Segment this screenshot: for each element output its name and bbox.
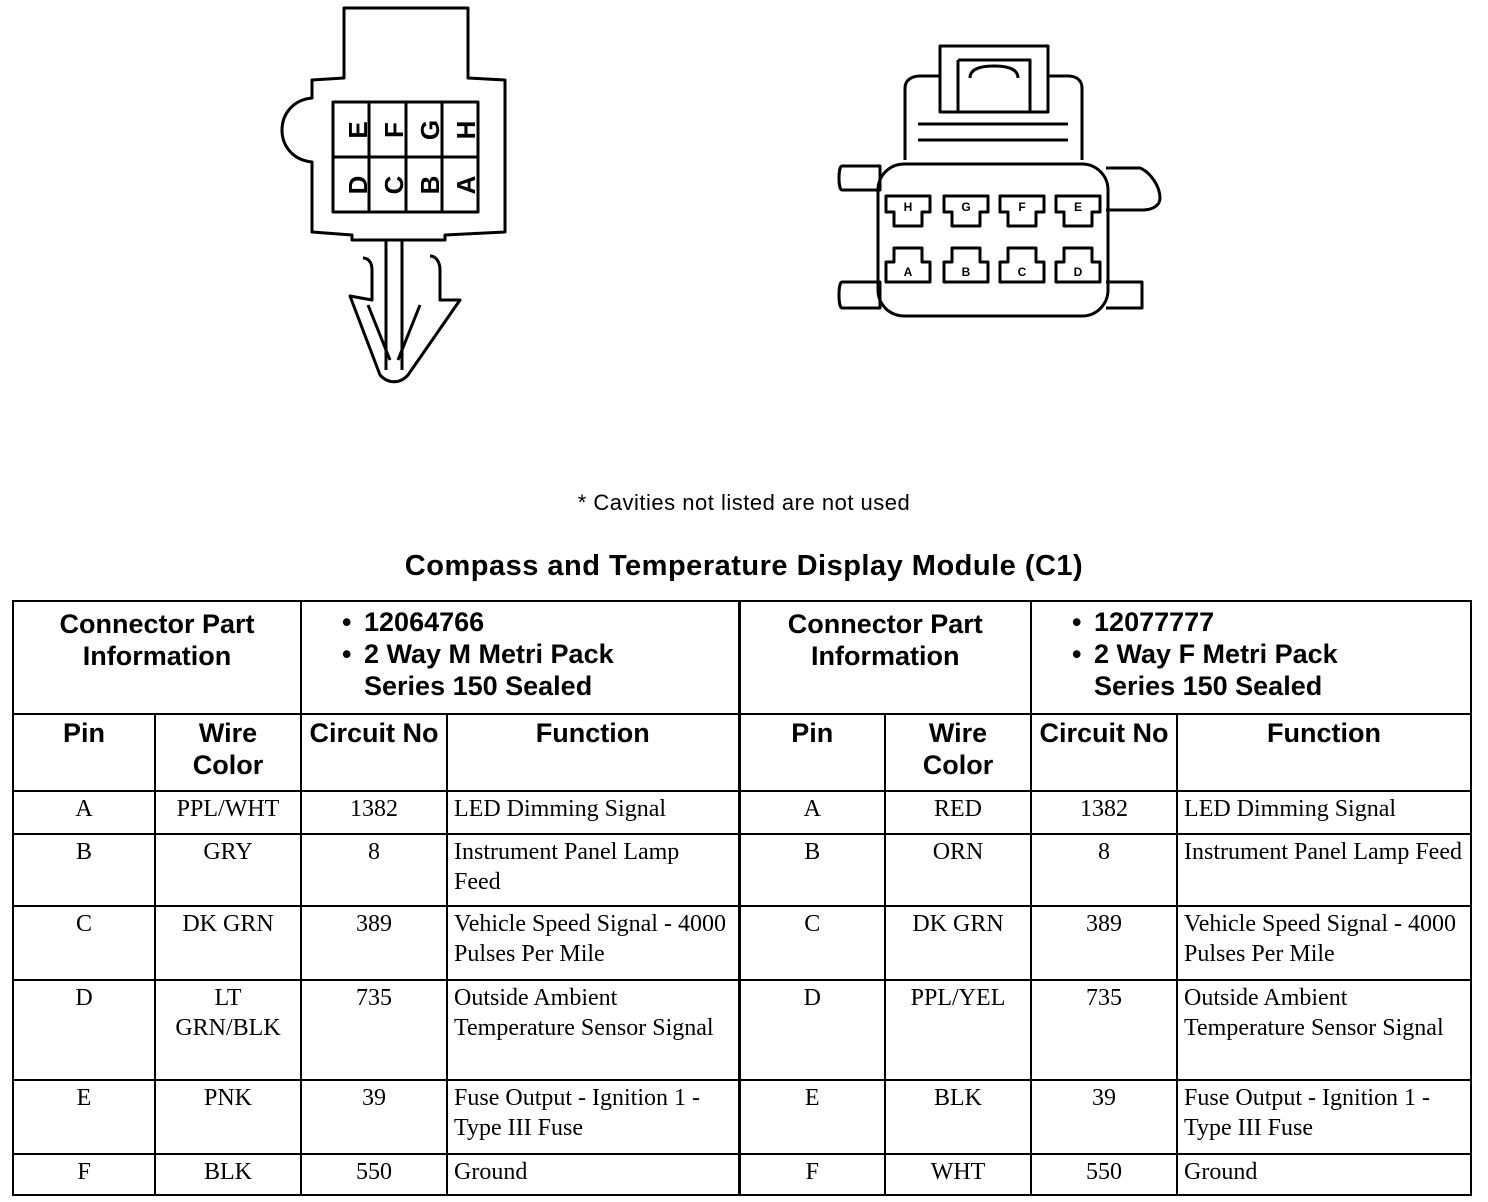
header-pin: Pin [739,714,885,792]
function-cell: Instrument Panel Lamp Feed [1177,834,1471,906]
cavity-label-top-2: F [378,122,409,138]
right-info-label: Connector Part Information [739,601,1031,714]
pin-cell: B [13,834,155,906]
wire-color-cell: RED [885,791,1031,834]
left-part-desc-1: 2 Way M Metri Pack [364,639,614,669]
connector-diagrams [0,0,1488,470]
cavity-label-bottom-4: D [1073,265,1083,279]
wire-color-cell: BLK [155,1154,301,1195]
pin-cell: E [13,1080,155,1154]
wire-color-cell: DK GRN [885,906,1031,980]
pin-cell: E [739,1080,885,1154]
cavity-label-bottom-3: B [414,175,445,195]
wire-color-cell: PPL/WHT [155,791,301,834]
cavity-label-bottom-3: C [1017,265,1027,279]
wire-color-cell: GRY [155,834,301,906]
pin-cell: A [13,791,155,834]
circuit-cell: 39 [301,1080,447,1154]
function-cell: Vehicle Speed Signal - 4000 Pulses Per Mile [1177,906,1471,980]
circuit-cell: 1382 [1031,791,1177,834]
function-cell: LED Dimming Signal [447,791,739,834]
circuit-cell: 389 [1031,906,1177,980]
left-part-desc-2: Series 150 Sealed [364,671,593,701]
cavity-label-bottom-4: A [450,175,481,195]
circuit-cell: 8 [301,834,447,906]
header-function: Function [1177,714,1471,792]
wire-color-cell: BLK [885,1080,1031,1154]
part-info-row [13,601,1471,714]
cavity-label-top-1: H [903,200,913,214]
function-cell: Ground [447,1154,739,1195]
cavity-label-top-3: G [414,119,445,141]
header-pin: Pin [13,714,155,792]
cavity-label-top-3: F [1018,200,1026,214]
table-row [13,1154,1471,1195]
wire-color-cell: PPL/YEL [885,980,1031,1080]
pin-cell: B [739,834,885,906]
table-row [13,1080,1471,1154]
header-circuit-no: Circuit No [1031,714,1177,792]
table-row [13,791,1471,834]
right-part-desc-2: Series 150 Sealed [1094,671,1323,701]
female-connector-drawing [839,46,1160,316]
circuit-cell: 735 [1031,980,1177,1080]
cavity-label-top-4: H [450,120,481,140]
cavity-label-bottom-2: C [378,175,409,195]
circuit-cell: 550 [301,1154,447,1195]
table-row [13,980,1471,1080]
circuit-cell: 1382 [301,791,447,834]
cavity-label-top-1: E [342,121,373,139]
function-cell: Ground [1177,1154,1471,1195]
table-row [13,834,1471,906]
pin-cell: C [13,906,155,980]
wire-color-cell: LT GRN/BLK [155,980,301,1080]
circuit-cell: 550 [1031,1154,1177,1195]
function-cell: Vehicle Speed Signal - 4000 Pulses Per Mile [447,906,739,980]
pin-cell: D [13,980,155,1080]
header-wire-color: Wire Color [885,714,1031,792]
column-header-row [13,714,1471,792]
wire-color-cell: WHT [885,1154,1031,1195]
function-cell: Instrument Panel Lamp Feed [447,834,739,906]
wire-color-cell: DK GRN [155,906,301,980]
function-cell: LED Dimming Signal [1177,791,1471,834]
header-function: Function [447,714,739,792]
pinout-table [12,600,1472,1196]
right-part-desc-1: 2 Way F Metri Pack [1094,639,1338,669]
cavity-label-top-2: G [961,200,971,214]
unused-cavities-note: * Cavities not listed are not used [577,490,911,515]
pin-cell: D [739,980,885,1080]
circuit-cell: 39 [1031,1080,1177,1154]
cavity-label-top-4: E [1073,200,1083,214]
circuit-cell: 8 [1031,834,1177,906]
left-part-info: • 12064766 • 2 Way M Metri Pack Series 150 Sealed [301,601,739,714]
function-cell: Fuse Output - Ignition 1 - Type III Fuse [447,1080,739,1154]
left-info-label: Connector Part Information [13,601,301,714]
pin-cell: A [739,791,885,834]
wire-color-cell: ORN [885,834,1031,906]
pin-cell: F [13,1154,155,1195]
right-part-info: • 12077777 • 2 Way F Metri Pack Series 150 Sealed [1031,601,1471,714]
function-cell: Outside Ambient Temperature Sensor Signal [1177,980,1471,1080]
function-cell: Outside Ambient Temperature Sensor Signal [447,980,739,1080]
pin-cell: F [739,1154,885,1195]
cavity-label-bottom-1: A [903,265,913,279]
circuit-cell: 389 [301,906,447,980]
pin-cell: C [739,906,885,980]
header-wire-color: Wire Color [155,714,301,792]
circuit-cell: 735 [301,980,447,1080]
header-circuit-no: Circuit No [301,714,447,792]
cavity-label-bottom-2: B [961,265,971,279]
right-part-number: 12077777 [1094,607,1215,637]
function-cell: Fuse Output - Ignition 1 - Type III Fuse [1177,1080,1471,1154]
table-row [13,906,1471,980]
page-title: Compass and Temperature Display Module (C1) [404,550,1084,582]
left-part-number: 12064766 [364,607,485,637]
cavity-label-bottom-1: D [342,175,373,195]
wire-color-cell: PNK [155,1080,301,1154]
